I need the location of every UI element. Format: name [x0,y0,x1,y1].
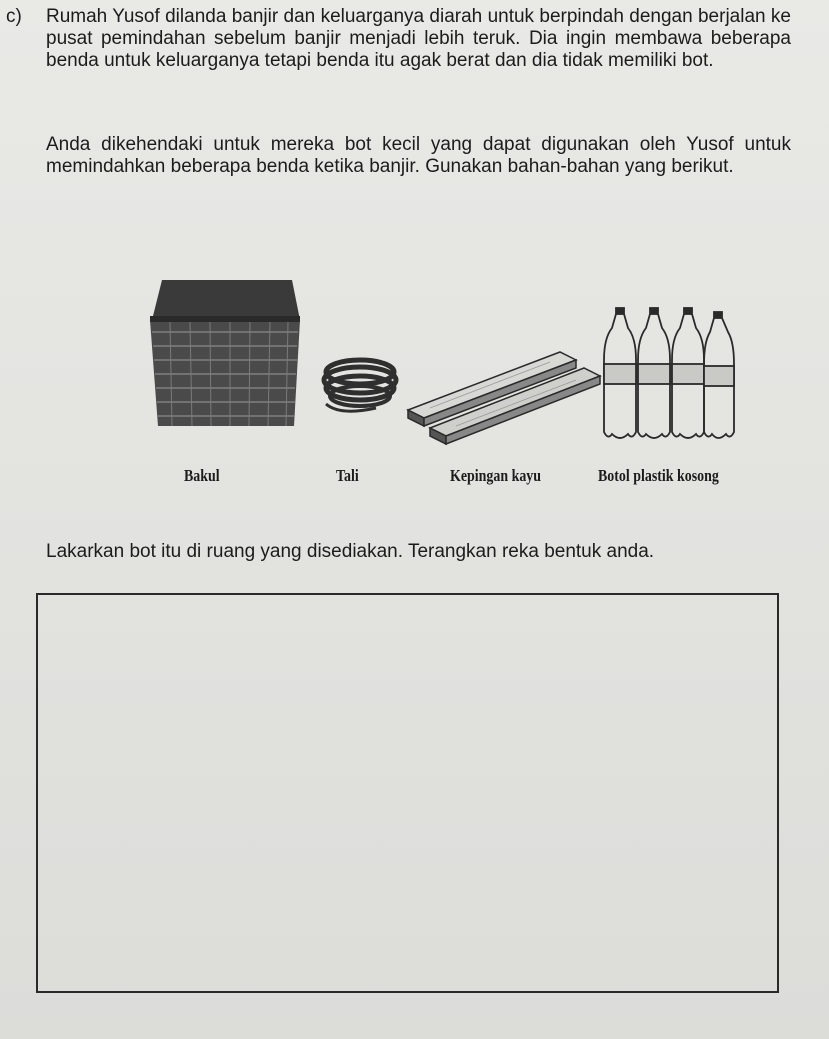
materials-illustration [140,276,740,466]
materials-figure [140,276,740,506]
wooden-planks-icon [408,352,600,444]
material-label-plastic-bottles: Botol plastik kosong [598,466,719,485]
material-label-basket: Bakul [184,466,220,485]
rope-icon [324,360,396,411]
material-label-rope: Tali [336,466,359,485]
instruction-text: Lakarkan bot itu di ruang yang disediakan. Terangkan reka bentuk anda. [46,541,655,562]
question-paragraph-1: Rumah Yusof dilanda banjir dan keluarganya diarah untuk berpindah dengan berjalan ke pusat pemindahan sebelum banjir menjadi lebih teruk. Dia ingin membawa beberapa benda untuk keluarganya tetapi benda itu agak berat dan dia tidak memiliki bot. [46,6,791,71]
question-label: c) [6,6,22,27]
question-paragraph-2: Anda dikehendaki untuk mereka bot kecil yang dapat digunakan oleh Yusof untuk memindahkan beberapa benda ketika banjir. Gunakan bahan-bahan yang berikut. [46,134,791,177]
material-label-wooden-planks: Kepingan kayu [450,466,542,485]
plastic-bottles-icon [604,308,734,438]
sketch-answer-box[interactable] [36,593,779,993]
basket-icon [150,280,300,426]
